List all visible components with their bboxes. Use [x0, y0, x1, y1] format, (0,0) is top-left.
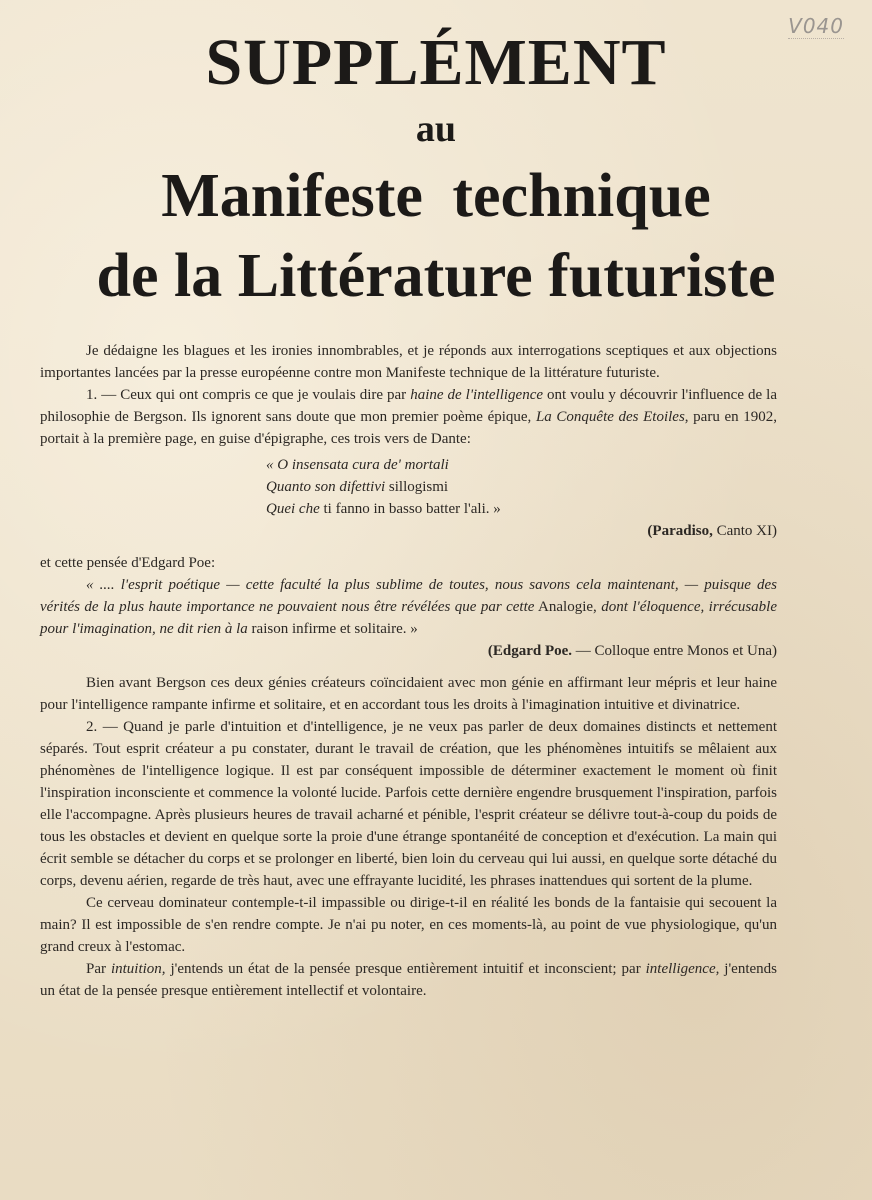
verse-2-italic: Quanto son difettivi — [266, 479, 386, 495]
p4-text-a: Par — [86, 961, 111, 977]
title-line-2: au — [415, 108, 457, 150]
poe-intro: et cette pensée d'Edgard Poe: — [40, 555, 216, 571]
verse-line-2 — [266, 476, 777, 498]
p4-text-c: j'entends un état de la pensée presque entièrement intuitif et inconscient; par — [165, 961, 646, 977]
verse-line-3 — [266, 498, 777, 520]
paragraph-2: 2. — Quand je parle d'intuition et d'intelligence, je ne veux pas parler de deux domaines distincts et nettement séparés. Tout esprit créateur a pu constater, durant le travail de création, que les phénomènes intuitifs se mêlaient aux phénomènes de l'intelligence logique. Il est par conséquent impossible de déterminer exactement le moment où finit l'inspiration inconsciente et commence la volonté lucide. Parfois cette dernière engendre brusquement l'inspiration, parfois elle l'accompagne. Après plusieurs heures de travail acharné et pénible, l'esprit créateur se délivre tout-à-coup du poids de tous les obstacles et devient en quelque sorte la proie d'une étrange spontanéité de conception et d'exécution. La main qui écrit semble se détacher du corps et se prolonger en liberté, bien loin du cerveau qui lui aussi, en quelque sorte détaché du corps, devenu aérien, regarde de très haut, avec une effrayante lucidité, les phrases inattendues qui sortent de la plume. — [40, 719, 777, 889]
p1-text-a: 1. — Ceux qui ont compris ce que je voulais dire par — [86, 387, 411, 403]
title-line-4: de la Littérature futuriste — [96, 242, 776, 310]
poe-text-d: raison infirme et solitaire. » — [247, 621, 418, 637]
poe-quote — [40, 574, 777, 640]
poe-text-b: Analogie, — [534, 599, 602, 615]
verse-1-text: « O insensata cura de' mortali — [266, 457, 449, 473]
poe-cite-bold: (Edgard Poe. — [487, 643, 573, 659]
verse-line-1 — [266, 454, 777, 476]
poe-italic-a: « .... l'esprit poétique — cette faculté la plus sublime de toutes, nous savons cela maintenant, — puisque des vérités de la plus haute importance ne pouvaient nous être révélées que par cette — [40, 577, 777, 615]
dante-citation — [40, 520, 777, 542]
poe-citation — [40, 640, 777, 662]
title-line-1: SUPPLÉMENT — [205, 26, 667, 99]
p1-italic-d: La Conquête des Etoiles — [535, 409, 685, 425]
document-body — [40, 340, 777, 1002]
bergson-paragraph: Bien avant Bergson ces deux génies créateurs coïncidaient avec mon génie en affirmant leur mépris et leur haine pour l'intelligence rampante infirme et solitaire, et en accordant tous les droits à l'imagination intuitive et divinatrice. — [40, 675, 777, 713]
dante-cite-bold: (Paradiso, — [647, 523, 713, 539]
verse-3-italic: Quei che — [266, 501, 320, 517]
p1-text-c: ont voulu y découvrir l'influence de la philosophie de Bergson. Ils ignorent sans doute que mon premier poème épique, — [40, 387, 777, 425]
p4-text-e: j'entends un état de la pensée presque entièrement intellectif et volontaire. — [40, 961, 777, 999]
poe-italic-c: dont l'éloquence, irrécusable pour l'imagination, ne dit rien à la — [40, 599, 777, 637]
intro-paragraph: Je dédaigne les blagues et les ironies innombrables, et je réponds aux interrogations sceptiques et aux objections importantes lancées par la presse européenne contre mon Manifeste technique de la littérature futuriste. — [40, 343, 777, 381]
archive-mark: V040 — [788, 14, 844, 38]
dante-verse — [266, 454, 777, 520]
p4-italic-d: intelligence, — [645, 961, 720, 977]
paragraph-1 — [40, 384, 777, 450]
dante-cite-text: Canto XI) — [712, 523, 777, 539]
paragraph-3: Ce cerveau dominateur contemple-t-il impassible ou dirige-t-il en réalité les bonds de la fantaisie qui secouent la main? Il est impossible de s'en rendre compte. Je n'ai pu noter, en ces moments-là, au point de vue physiologique, qu'un grand creux à l'estomac. — [40, 895, 777, 955]
p1-text-e: , paru en 1902, portait à la première page, en guise d'épigraphe, ces trois vers de Dante: — [40, 409, 777, 447]
p4-italic-b: intuition, — [110, 961, 166, 977]
paragraph-4 — [40, 958, 777, 1002]
title-line-3: Manifeste technique — [161, 162, 711, 230]
verse-3-text: ti fanno in basso batter l'ali. » — [319, 501, 501, 517]
verse-2-text: sillogismi — [385, 479, 449, 495]
p1-italic-b: haine de l'intelligence — [410, 387, 544, 403]
poe-cite-text: — Colloque entre Monos et Una) — [572, 643, 777, 659]
